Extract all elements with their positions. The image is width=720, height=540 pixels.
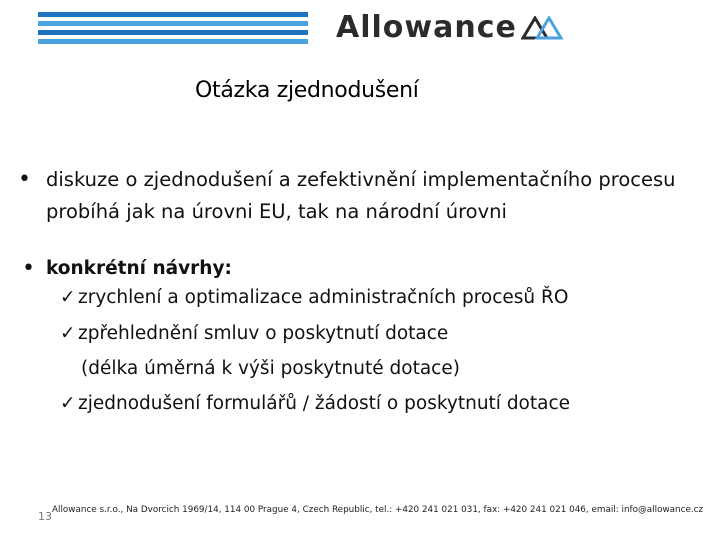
logo-triangles-icon — [521, 16, 565, 40]
checkmark-icon: ✓ — [60, 287, 76, 308]
bullet-proposals — [22, 252, 712, 286]
checkmark-icon: ✓ — [60, 323, 76, 344]
proposal-text: zpřehlednění smluv o poskytnutí dotace — [78, 323, 449, 344]
proposal-item — [60, 392, 710, 416]
header-stripes — [38, 12, 308, 48]
bullet-marker: • — [18, 167, 31, 192]
stripe-2 — [38, 21, 308, 26]
proposal-item — [60, 286, 710, 310]
bullet-text: diskuze o zjednodušení a zefektivnění implementačního procesu probíhá jak na úrovni EU, tak na národní úrovni — [46, 168, 676, 223]
proposal-item-continuation — [60, 357, 710, 381]
proposal-text: (délka úměrná k výši poskytnuté dotace) — [81, 358, 460, 379]
slide-title: Otázka zjednodušení — [195, 78, 419, 103]
stripe-4 — [38, 39, 308, 44]
bullet-discussion — [18, 164, 708, 228]
bullet-marker: • — [22, 256, 35, 281]
proposal-text: zrychlení a optimalizace administračních procesů ŘO — [78, 287, 569, 308]
page-number: 13 — [38, 510, 52, 523]
allowance-logo — [336, 10, 565, 46]
logo-text: Allowance — [336, 10, 517, 45]
proposal-text: zjednodušení formulářů / žádostí o poskytnutí dotace — [78, 393, 571, 414]
bullet-heading: konkrétní návrhy: — [46, 258, 232, 279]
stripe-3 — [38, 30, 308, 35]
proposal-item — [60, 322, 710, 346]
checkmark-icon: ✓ — [60, 393, 76, 414]
stripe-1 — [38, 12, 308, 17]
footer-contact: Allowance s.r.o., Na Dvorcich 1969/14, 114 00 Prague 4, Czech Republic, tel.: +420 241 021 031, fax: +420 241 021 046, email: info@allowance.cz — [52, 505, 704, 515]
